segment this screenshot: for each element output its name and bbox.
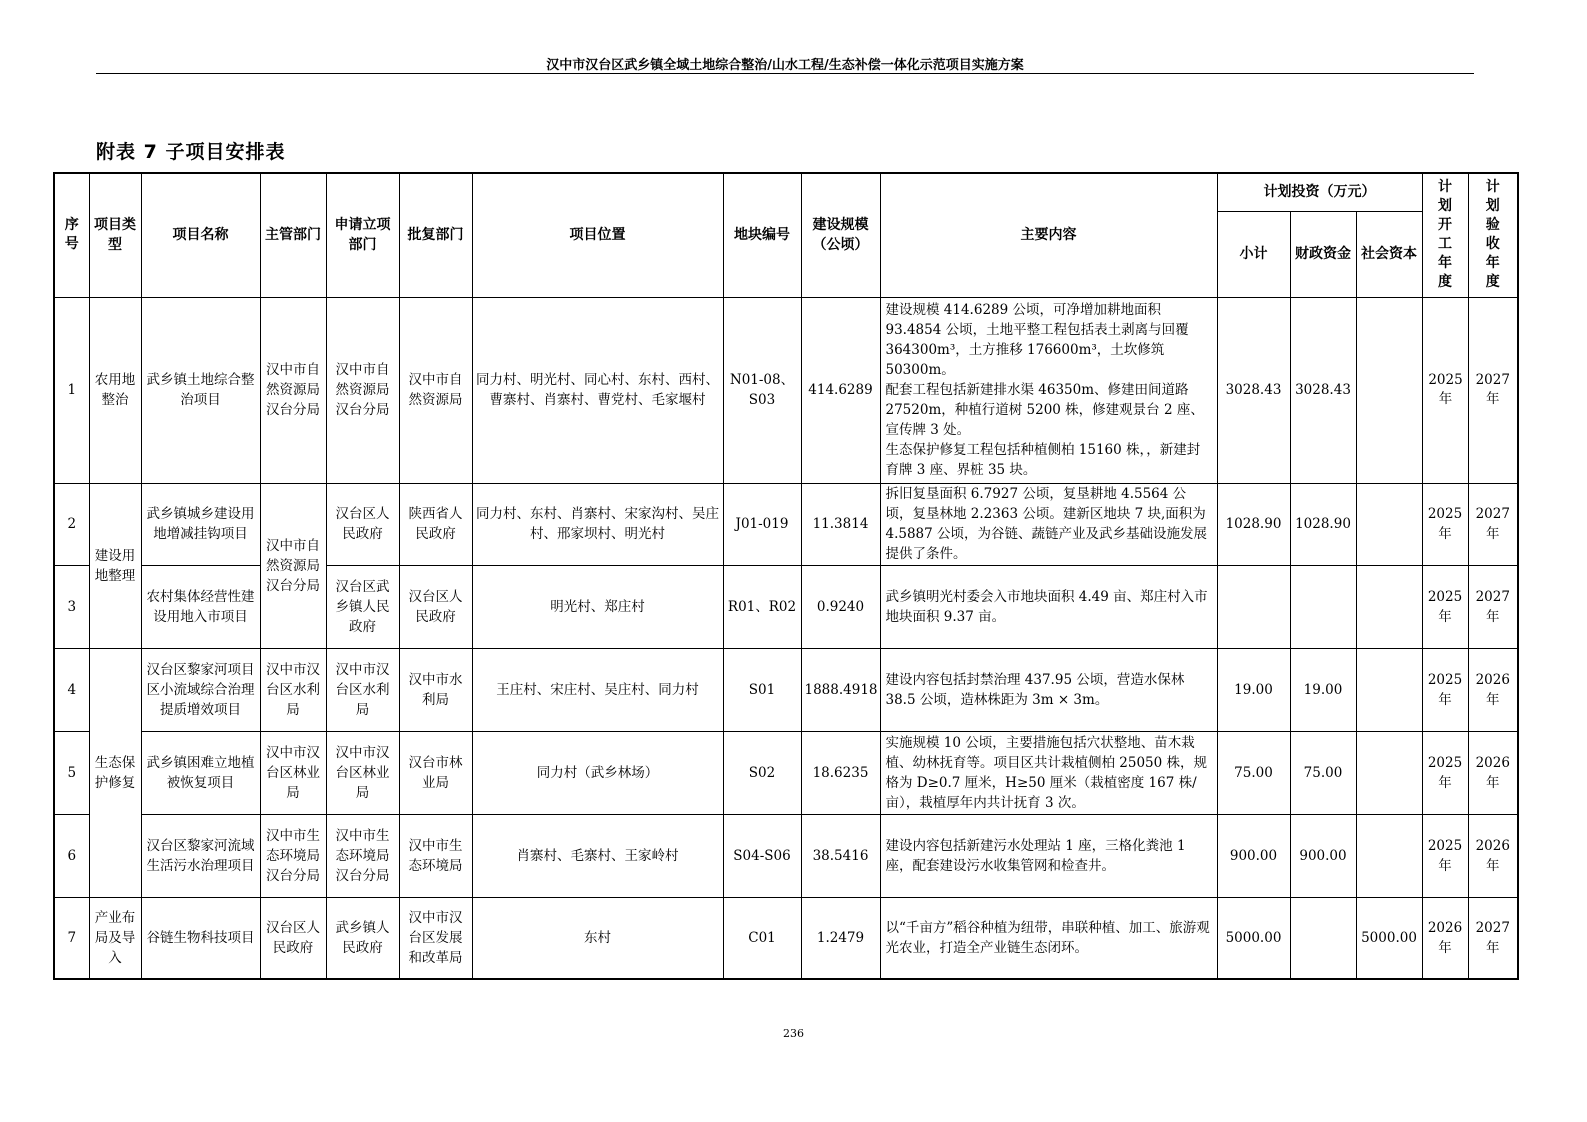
- col-header-dept: 主管部门: [260, 173, 326, 297]
- cell-fiscal: [1290, 565, 1356, 648]
- cell-dept: 汉中市生态环境局汉台分局: [260, 814, 326, 897]
- cell-accept: 2026年: [1468, 731, 1518, 814]
- cell-approve: 汉中市汉台区发展和改革局: [399, 897, 472, 979]
- cell-apply: 汉中市汉台区水利局: [326, 648, 399, 731]
- col-header-type: 项目类型: [89, 173, 141, 297]
- table-title: 附表 7 子项目安排表: [96, 141, 286, 163]
- cell-content: 武乡镇明光村委会入市地块面积 4.49 亩、郑庄村入市地块面积 9.37 亩。: [880, 565, 1217, 648]
- cell-approve: 陕西省人民政府: [399, 483, 472, 565]
- cell-social: [1356, 814, 1422, 897]
- table-row: [54, 814, 1518, 897]
- cell-name: 汉台区黎家河流域生活污水治理项目: [141, 814, 260, 897]
- cell-scale: 18.6235: [801, 731, 880, 814]
- cell-name: 武乡镇城乡建设用地增减挂钩项目: [141, 483, 260, 565]
- cell-dept: 汉台区人民政府: [260, 897, 326, 979]
- col-header-location: 项目位置: [472, 173, 723, 297]
- sub-project-table: [53, 172, 1519, 980]
- cell-subtotal: 3028.43: [1217, 297, 1290, 483]
- cell-name: 武乡镇土地综合整治项目: [141, 297, 260, 483]
- cell-parcel: R01、R02: [723, 565, 801, 648]
- table-row: [54, 297, 1518, 483]
- cell-approve: 汉中市水利局: [399, 648, 472, 731]
- cell-accept: 2027年: [1468, 565, 1518, 648]
- cell-scale: 1888.4918: [801, 648, 880, 731]
- col-header-name: 项目名称: [141, 173, 260, 297]
- cell-name: 谷链生物科技项目: [141, 897, 260, 979]
- cell-seq: 3: [54, 565, 89, 648]
- cell-apply: 汉中市生态环境局汉台分局: [326, 814, 399, 897]
- cell-apply: 汉台区人民政府: [326, 483, 399, 565]
- table-row: [54, 731, 1518, 814]
- page-header-title: 汉中市汉台区武乡镇全域土地综合整治/山水工程/生态补偿一体化示范项目实施方案: [546, 58, 1024, 73]
- cell-name: 农村集体经营性建设用地入市项目: [141, 565, 260, 648]
- col-header-invest: 计划投资（万元）: [1217, 173, 1422, 211]
- cell-location: 同力村、东村、肖寨村、宋家沟村、吴庄村、邢家坝村、明光村: [472, 483, 723, 565]
- cell-type: 产业布局及导入: [89, 897, 141, 979]
- cell-start: 2025年: [1422, 814, 1468, 897]
- cell-start: 2025年: [1422, 648, 1468, 731]
- cell-subtotal: 75.00: [1217, 731, 1290, 814]
- cell-start: 2025年: [1422, 297, 1468, 483]
- table-row: [54, 648, 1518, 731]
- page-number: 236: [783, 1027, 804, 1040]
- cell-subtotal: 19.00: [1217, 648, 1290, 731]
- cell-dept: 汉中市汉台区林业局: [260, 731, 326, 814]
- table-row: [54, 483, 1518, 565]
- cell-scale: 1.2479: [801, 897, 880, 979]
- cell-seq: 1: [54, 297, 89, 483]
- cell-content: 实施规模 10 公顷，主要措施包括穴状整地、苗木栽植、幼林抚育等。项目区共计栽植侧柏 25050 株，规格为 D≥0.7 厘米，H≥50 厘米（栽植密度 167 株/亩），栽植厚年内共计抚育 3 次。: [880, 731, 1217, 814]
- cell-location: 同力村、明光村、同心村、东村、西村、曹寨村、肖寨村、曹党村、毛家堰村: [472, 297, 723, 483]
- cell-subtotal: 5000.00: [1217, 897, 1290, 979]
- cell-accept: 2027年: [1468, 483, 1518, 565]
- cell-subtotal: [1217, 565, 1290, 648]
- table-row: [54, 897, 1518, 979]
- cell-parcel: C01: [723, 897, 801, 979]
- cell-start: 2025年: [1422, 483, 1468, 565]
- cell-social: [1356, 297, 1422, 483]
- cell-accept: 2026年: [1468, 648, 1518, 731]
- cell-start: 2026年: [1422, 897, 1468, 979]
- cell-content: 建设内容包括新建污水处理站 1 座，三格化粪池 1 座，配套建设污水收集管网和检查井。: [880, 814, 1217, 897]
- col-header-subtotal: 小计: [1217, 211, 1290, 297]
- col-header-social: 社会资本: [1356, 211, 1422, 297]
- col-header-approve: 批复部门: [399, 173, 472, 297]
- cell-parcel: S02: [723, 731, 801, 814]
- cell-type: 建设用地整理: [89, 483, 141, 648]
- col-header-accept: 计划验收年度: [1468, 173, 1518, 297]
- col-header-fiscal: 财政资金: [1290, 211, 1356, 297]
- cell-social: [1356, 731, 1422, 814]
- cell-dept: 汉中市汉台区水利局: [260, 648, 326, 731]
- cell-approve: 汉中市生态环境局: [399, 814, 472, 897]
- cell-parcel: S04-S06: [723, 814, 801, 897]
- cell-type: 生态保护修复: [89, 648, 141, 897]
- cell-apply: 武乡镇人民政府: [326, 897, 399, 979]
- cell-parcel: N01-08、S03: [723, 297, 801, 483]
- col-header-start: 计划开工年度: [1422, 173, 1468, 297]
- cell-approve: 汉台市林业局: [399, 731, 472, 814]
- cell-name: 汉台区黎家河项目区小流域综合治理提质增效项目: [141, 648, 260, 731]
- cell-apply: 汉台区武乡镇人民政府: [326, 565, 399, 648]
- cell-fiscal: 900.00: [1290, 814, 1356, 897]
- cell-start: 2025年: [1422, 731, 1468, 814]
- cell-parcel: J01-019: [723, 483, 801, 565]
- cell-fiscal: 19.00: [1290, 648, 1356, 731]
- col-header-apply: 申请立项部门: [326, 173, 399, 297]
- cell-content: 建设规模 414.6289 公顷，可净增加耕地面积 93.4854 公顷，土地平整工程包括表土剥离与回覆 364300m³，土方推移 176600m³，土坎修筑 50300m。 配套工程包括新建排水渠 46350m、修建田间道路 27520m，种植行道树 5200 株，修建观景台 2 座、宣传牌 3 处。 生态保护修复工程包括种植侧柏 15160 株，，新建封育牌 3 座、界桩 35 块。: [880, 297, 1217, 483]
- cell-start: 2025年: [1422, 565, 1468, 648]
- cell-seq: 6: [54, 814, 89, 897]
- cell-approve: 汉台区人民政府: [399, 565, 472, 648]
- cell-subtotal: 900.00: [1217, 814, 1290, 897]
- cell-fiscal: 75.00: [1290, 731, 1356, 814]
- cell-content: 拆旧复垦面积 6.7927 公顷，复垦耕地 4.5564 公顷，复垦林地 2.2363 公顷。建新区地块 7 块,面积为 4.5887 公顷，为谷链、蔬链产业及武乡基础设施发展提供了条件。: [880, 483, 1217, 565]
- col-header-scale: 建设规模（公顷）: [801, 173, 880, 297]
- header-divider: [96, 73, 1474, 74]
- cell-seq: 5: [54, 731, 89, 814]
- cell-scale: 38.5416: [801, 814, 880, 897]
- cell-location: 明光村、郑庄村: [472, 565, 723, 648]
- cell-seq: 4: [54, 648, 89, 731]
- cell-type: 农用地整治: [89, 297, 141, 483]
- cell-apply: 汉中市自然资源局汉台分局: [326, 297, 399, 483]
- cell-location: 肖寨村、毛寨村、王家岭村: [472, 814, 723, 897]
- cell-apply: 汉中市汉台区林业局: [326, 731, 399, 814]
- cell-content: 以“千亩方”稻谷种植为纽带，串联种植、加工、旅游观光农业，打造全产业链生态闭环。: [880, 897, 1217, 979]
- col-header-parcel: 地块编号: [723, 173, 801, 297]
- cell-fiscal: [1290, 897, 1356, 979]
- cell-location: 王庄村、宋庄村、吴庄村、同力村: [472, 648, 723, 731]
- cell-name: 武乡镇困难立地植被恢复项目: [141, 731, 260, 814]
- cell-scale: 414.6289: [801, 297, 880, 483]
- cell-social: [1356, 483, 1422, 565]
- cell-parcel: S01: [723, 648, 801, 731]
- cell-accept: 2027年: [1468, 297, 1518, 483]
- cell-social: [1356, 565, 1422, 648]
- cell-fiscal: 1028.90: [1290, 483, 1356, 565]
- cell-dept: 汉中市自然资源局汉台分局: [260, 297, 326, 483]
- col-header-seq: 序号: [54, 173, 89, 297]
- cell-location: 东村: [472, 897, 723, 979]
- cell-subtotal: 1028.90: [1217, 483, 1290, 565]
- cell-location: 同力村（武乡林场）: [472, 731, 723, 814]
- cell-accept: 2027年: [1468, 897, 1518, 979]
- col-header-content: 主要内容: [880, 173, 1217, 297]
- cell-scale: 0.9240: [801, 565, 880, 648]
- cell-content: 建设内容包括封禁治理 437.95 公顷，营造水保林 38.5 公顷，造林株距为 3m × 3m。: [880, 648, 1217, 731]
- cell-fiscal: 3028.43: [1290, 297, 1356, 483]
- cell-scale: 11.3814: [801, 483, 880, 565]
- cell-social: [1356, 648, 1422, 731]
- cell-approve: 汉中市自然资源局: [399, 297, 472, 483]
- cell-dept: 汉中市自然资源局汉台分局: [260, 483, 326, 648]
- cell-seq: 7: [54, 897, 89, 979]
- cell-social: 5000.00: [1356, 897, 1422, 979]
- cell-accept: 2026年: [1468, 814, 1518, 897]
- cell-seq: 2: [54, 483, 89, 565]
